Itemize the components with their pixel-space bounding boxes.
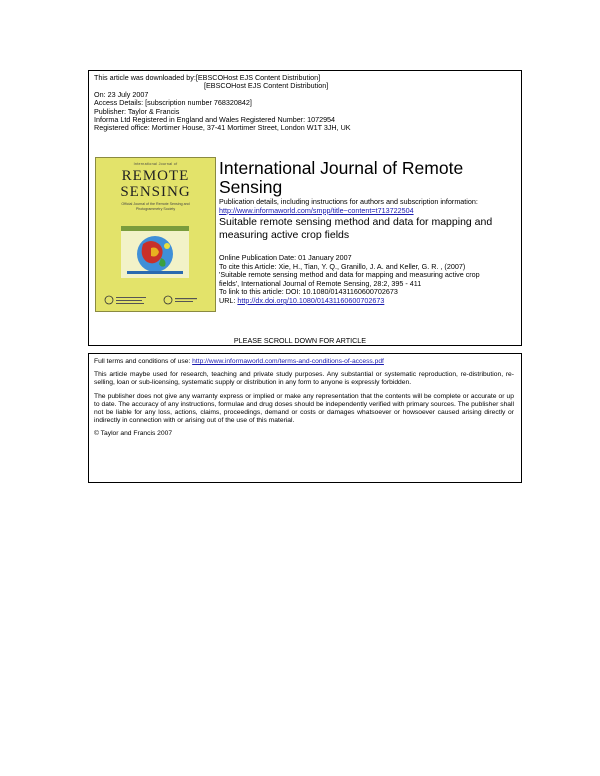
download-line: Registered office: Mortimer House, 37-41 Mortimer Street, London W1T 3JH, UK — [94, 123, 351, 133]
cover-title-line2: SENSING — [120, 184, 191, 200]
citation-line: fields', International Journal of Remote Sensing, 28:2, 395 - 411 — [219, 278, 422, 288]
earth-globe-icon — [121, 226, 189, 278]
download-line: Publisher: Taylor & Francis — [94, 106, 180, 116]
terms-paragraph-disclaimer: The publisher does not give any warranty express or implied or make any representation that the contents will be complete or accurate or up to date. The accuracy of any instructions, formulae and drug doses should be independently verified with primary sources. The publisher shall not be liable for any loss, actions, claims, proceedings, demand or costs or damages whatsoever or howsoever caused arising directly or indirectly in connection with or arising out of the use of this material. — [94, 392, 514, 425]
download-line: This article was downloaded by:[EBSCOHost EJS Content Distribution] — [94, 73, 321, 82]
cover-subtitle: Official Journal of the Remote Sensing and — [121, 202, 190, 206]
citation-line: 'Suitable remote sensing method and data for mapping and measuring active crop — [219, 270, 480, 280]
doi-url-link[interactable]: http://dx.doi.org/10.1080/01431160600702673 — [237, 295, 385, 305]
cover-subtitle2: Photogrammetry Society — [135, 207, 176, 211]
download-line: Informa Ltd Registered in England and Wales Registered Number: 1072954 — [94, 115, 336, 125]
publication-details-text: Publication details, including instructions for authors and subscription information: — [219, 197, 478, 206]
copyright-notice: © Taylor and Francis 2007 — [94, 430, 173, 438]
doi-line: To link to this article: DOI: 10.1080/01431160600702673 — [219, 287, 398, 297]
scroll-down-notice: PLEASE SCROLL DOWN FOR ARTICLE — [233, 336, 367, 345]
download-line: On: 23 July 2007 — [94, 89, 149, 99]
terms-content — [94, 358, 514, 444]
article-metadata — [219, 254, 517, 306]
citation-line: To cite this Article: Xie, H., Tian, Y. Q., Granillo, J. A. and Keller, G. R. , (2007) — [219, 261, 466, 271]
journal-title: International Journal of Remote Sensing — [219, 158, 464, 197]
cover-image-panel — [121, 226, 189, 278]
terms-paragraph-usage: This article maybe used for research, teaching and private study purposes. Any substantial or systematic reproduction, re-distribution, re-selling, loan or sub-licensing, systematic supply or distribution in any form to anyone is expressly forbidden. — [94, 371, 514, 387]
terms-link[interactable]: http://www.informaworld.com/terms-and-conditions-of-access.pdf — [192, 358, 384, 365]
url-line — [219, 297, 517, 306]
cover-small-title: International Journal of — [133, 162, 178, 166]
url-label: URL: — [219, 295, 238, 305]
download-line: Access Details: [subscription number 768320842] — [94, 98, 252, 108]
journal-cover-image — [95, 157, 216, 312]
article-title: Suitable remote sensing method and data for mapping and measuring active crop fields — [219, 216, 493, 241]
header-box — [88, 70, 522, 346]
publication-details — [219, 198, 478, 215]
terms-box — [88, 353, 522, 483]
terms-intro: Full terms and conditions of use: — [94, 358, 193, 365]
download-line: [EBSCOHost EJS Content Distribution] — [204, 81, 329, 91]
online-publication-date: Online Publication Date: 01 January 2007 — [219, 253, 352, 262]
publication-details-link[interactable]: http://www.informaworld.com/smpp/title~content=t713722504 — [219, 205, 414, 215]
cover-publisher-logos — [104, 293, 207, 305]
terms-intro-line — [94, 358, 514, 366]
download-info — [94, 74, 351, 133]
cover-title-line1: REMOTE — [121, 168, 190, 184]
